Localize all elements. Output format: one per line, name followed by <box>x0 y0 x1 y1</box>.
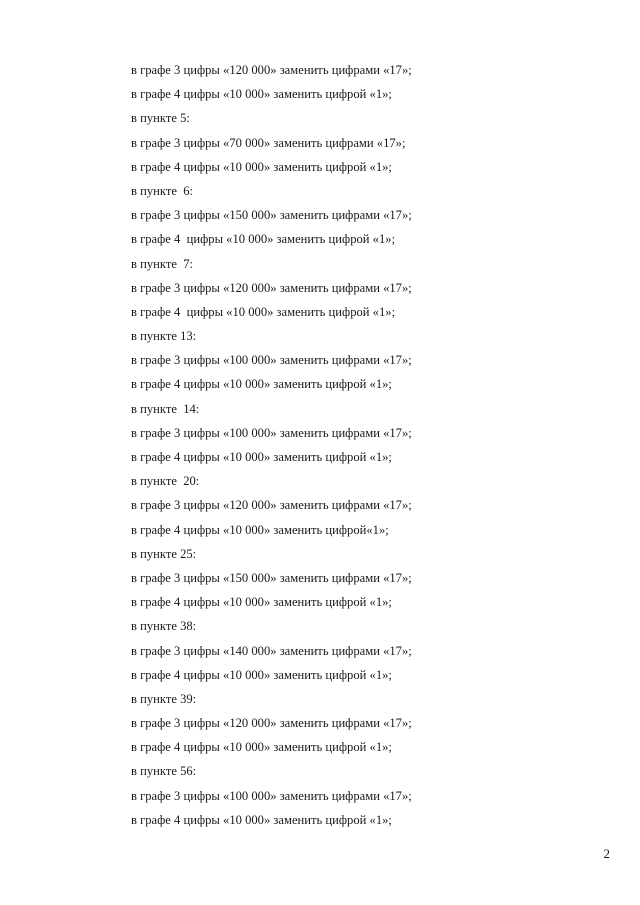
text-line: в графе 3 цифры «150 000» заменить цифрами «17»; <box>131 208 412 223</box>
text-line: в графе 3 цифры «120 000» заменить цифрами «17»; <box>131 498 412 513</box>
section-heading: в пункте 25: <box>131 546 197 561</box>
section-heading: в пункте 20: <box>131 474 200 489</box>
text-line: в графе 4 цифры «10 000» заменить цифрой «1»; <box>131 304 396 319</box>
text-line: в графе 4 цифры «10 000» заменить цифрой «1»; <box>131 377 392 392</box>
text-line: в графе 3 цифры «100 000» заменить цифрами «17»; <box>131 353 412 368</box>
text-line: в графе 4 цифры «10 000» заменить цифрой«1»; <box>131 522 389 537</box>
page-number: 2 <box>603 846 610 861</box>
section-heading: в пункте 5: <box>131 111 190 126</box>
section-heading: в пункте 6: <box>131 183 194 198</box>
text-line: в графе 3 цифры «70 000» заменить цифрами «17»; <box>131 135 406 150</box>
amendment-list <box>131 58 412 832</box>
text-line: в графе 3 цифры «120 000» заменить цифрами «17»; <box>131 280 412 295</box>
section-heading: в пункте 13: <box>131 329 197 344</box>
text-line: в графе 4 цифры «10 000» заменить цифрой «1»; <box>131 740 392 755</box>
text-line: в графе 3 цифры «100 000» заменить цифрами «17»; <box>131 425 412 440</box>
text-line: в графе 4 цифры «10 000» заменить цифрой «1»; <box>131 450 392 464</box>
text-line: в графе 3 цифры «100 000» заменить цифрами «17»; <box>131 788 412 803</box>
text-line: в графе 4 цифры «10 000» заменить цифрой «1»; <box>131 667 392 682</box>
text-line: в графе 3 цифры «120 000» заменить цифрами «17»; <box>131 63 412 77</box>
text-line: в графе 4 цифры «10 000» заменить цифрой «1»; <box>131 87 392 102</box>
text-line: в графе 3 цифры «120 000» заменить цифрами «17»; <box>131 716 412 731</box>
section-heading: в пункте 56: <box>131 764 197 779</box>
text-line: в графе 4 цифры «10 000» заменить цифрой «1»; <box>131 812 392 827</box>
text-line: в графе 4 цифры «10 000» заменить цифрой «1»; <box>131 595 392 610</box>
section-heading: в пункте 7: <box>131 256 194 271</box>
section-heading: в пункте 14: <box>131 401 200 416</box>
section-heading: в пункте 38: <box>131 619 197 634</box>
section-heading: в пункте 39: <box>131 691 197 706</box>
text-line: в графе 4 цифры «10 000» заменить цифрой «1»; <box>131 159 392 174</box>
text-line: в графе 4 цифры «10 000» заменить цифрой «1»; <box>131 232 396 247</box>
text-line: в графе 3 цифры «150 000» заменить цифрами «17»; <box>131 570 412 585</box>
text-line: в графе 3 цифры «140 000» заменить цифрами «17»; <box>131 643 412 658</box>
